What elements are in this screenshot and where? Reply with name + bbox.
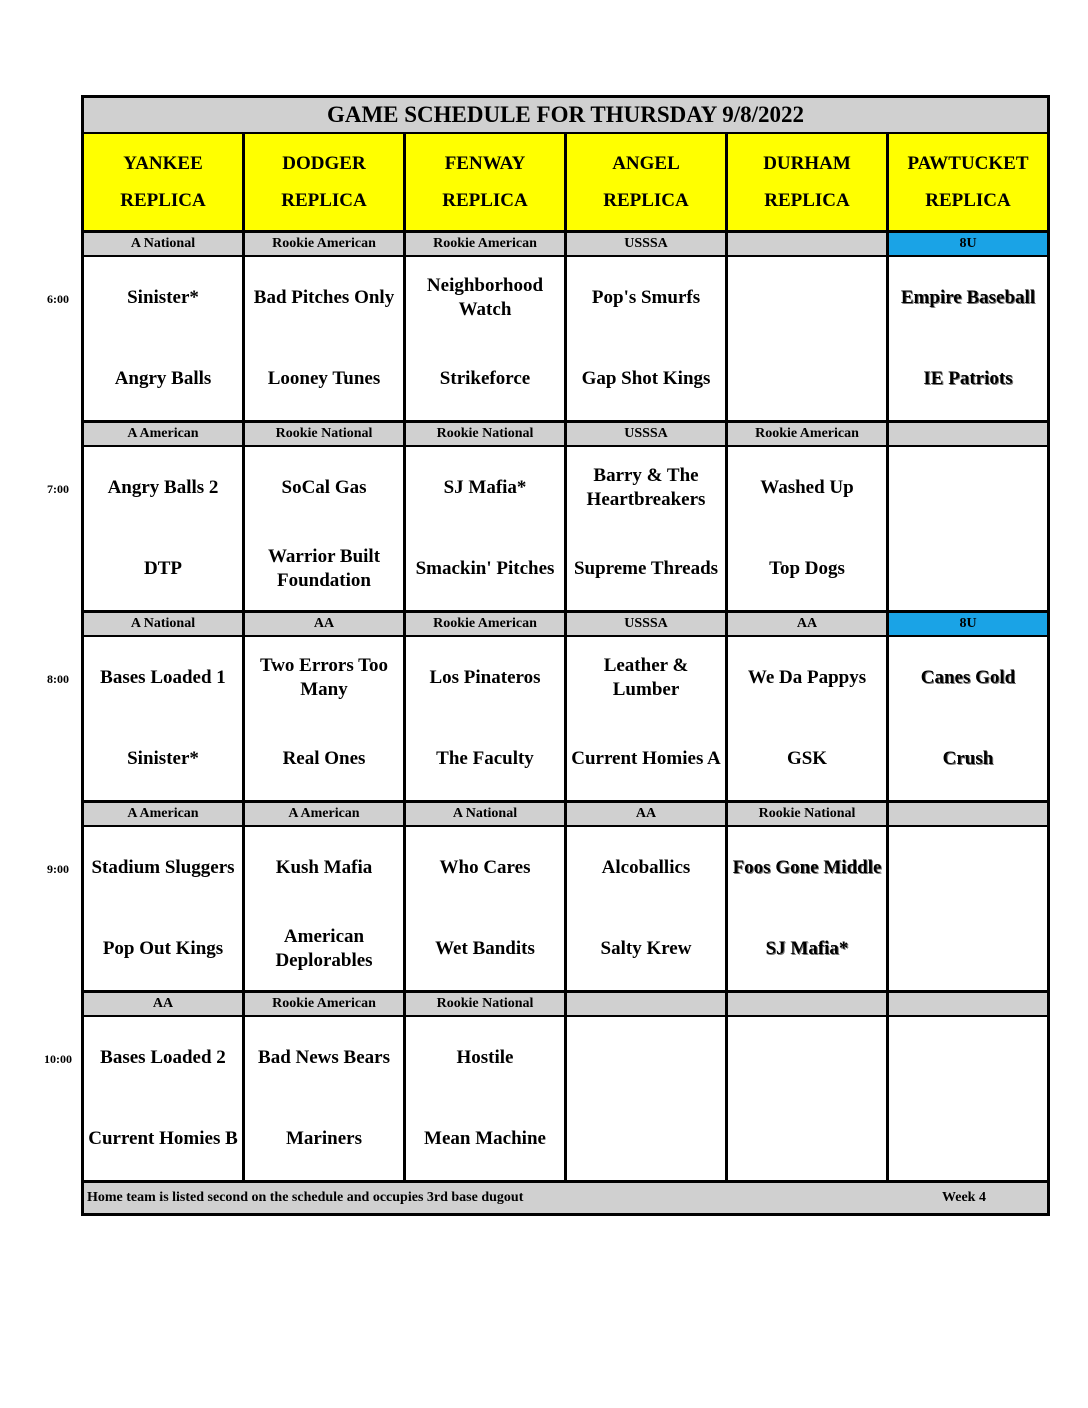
home-team: Wet Bandits bbox=[435, 938, 535, 960]
home-team bbox=[728, 339, 886, 421]
home-team: Sinister* bbox=[127, 748, 199, 770]
away-team: Two Errors Too Many bbox=[259, 654, 389, 700]
division-label: A National bbox=[84, 613, 245, 635]
game-cell bbox=[567, 1017, 728, 1180]
division-label: Rookie National bbox=[406, 423, 567, 445]
home-team: Angry Balls bbox=[114, 368, 212, 390]
field-name: ANGEL bbox=[612, 153, 680, 174]
division-label: A National bbox=[406, 803, 567, 825]
away-team: Sinister* bbox=[127, 286, 199, 308]
division-label: Rookie National bbox=[245, 423, 406, 445]
field-header bbox=[567, 134, 728, 230]
home-team: SJ Mafia* bbox=[765, 938, 849, 960]
division-label: USSSA bbox=[567, 233, 728, 255]
time-label: 8:00 bbox=[47, 672, 69, 686]
division-label: A American bbox=[245, 803, 406, 825]
home-team bbox=[567, 1099, 725, 1181]
away-team: Empire Baseball bbox=[900, 286, 1036, 308]
home-team: Pop Out Kings bbox=[102, 938, 224, 960]
field-header bbox=[728, 134, 889, 230]
field-name: YANKEE bbox=[123, 153, 203, 174]
division-label: Rookie American bbox=[728, 423, 889, 445]
division-label: A American bbox=[84, 423, 245, 445]
game-cell bbox=[245, 637, 406, 800]
division-label bbox=[889, 993, 1047, 1015]
game-cell bbox=[84, 447, 245, 610]
division-label: USSSA bbox=[567, 423, 728, 445]
game-cell bbox=[889, 827, 1047, 990]
home-team: Supreme Threads bbox=[573, 558, 719, 580]
division-label: AA bbox=[84, 993, 245, 1015]
division-label: Rookie National bbox=[406, 993, 567, 1015]
field-subtitle: REPLICA bbox=[603, 190, 689, 211]
game-cell bbox=[728, 637, 889, 800]
away-team: Washed Up bbox=[760, 476, 854, 498]
game-cell bbox=[406, 827, 567, 990]
game-cell bbox=[245, 1017, 406, 1180]
home-team bbox=[889, 529, 1047, 611]
time-label: 7:00 bbox=[47, 482, 69, 496]
home-team: Top Dogs bbox=[769, 558, 845, 580]
game-cell bbox=[728, 1017, 889, 1180]
away-team: SoCal Gas bbox=[281, 476, 367, 498]
game-cell bbox=[84, 827, 245, 990]
field-header bbox=[245, 134, 406, 230]
away-team bbox=[889, 827, 1047, 909]
away-team bbox=[889, 447, 1047, 529]
home-team: Warrior Built Foundation bbox=[267, 546, 381, 592]
division-label: AA bbox=[728, 613, 889, 635]
game-cell bbox=[889, 257, 1047, 420]
division-label bbox=[567, 993, 728, 1015]
division-label: Rookie American bbox=[406, 613, 567, 635]
home-team: Current Homies A bbox=[571, 748, 721, 770]
division-label: Rookie American bbox=[245, 993, 406, 1015]
division-label: AA bbox=[245, 613, 406, 635]
game-cell bbox=[567, 257, 728, 420]
division-row bbox=[84, 423, 1047, 447]
home-team: IE Patriots bbox=[923, 368, 1013, 390]
division-label: Rookie American bbox=[406, 233, 567, 255]
home-team bbox=[728, 1099, 886, 1181]
field-header bbox=[889, 134, 1047, 230]
home-team: Smackin' Pitches bbox=[415, 558, 555, 580]
away-team: Angry Balls 2 bbox=[107, 476, 219, 498]
away-team: Alcoballics bbox=[601, 856, 691, 878]
division-row bbox=[84, 233, 1047, 257]
footer-bar bbox=[84, 1183, 1047, 1213]
field-name: DURHAM bbox=[763, 153, 851, 174]
footer-note: Home team is listed second on the schedule and occupies 3rd base dugout bbox=[87, 1190, 524, 1205]
field-subtitle: REPLICA bbox=[764, 190, 850, 211]
division-label: AA bbox=[567, 803, 728, 825]
division-label bbox=[728, 993, 889, 1015]
away-team: Leather & Lumber bbox=[603, 654, 689, 700]
division-row bbox=[84, 993, 1047, 1017]
division-label: Rookie National bbox=[728, 803, 889, 825]
home-team bbox=[889, 909, 1047, 991]
away-team: Neighborhood Watch bbox=[426, 274, 544, 320]
home-team: Looney Tunes bbox=[267, 368, 381, 390]
home-team: Current Homies B bbox=[88, 1128, 238, 1150]
game-cell bbox=[728, 447, 889, 610]
away-team bbox=[728, 257, 886, 339]
away-team: Stadium Sluggers bbox=[91, 856, 235, 878]
game-cell bbox=[406, 1017, 567, 1180]
division-label bbox=[728, 233, 889, 255]
home-team: DTP bbox=[144, 558, 182, 580]
division-label: USSSA bbox=[567, 613, 728, 635]
game-cell bbox=[245, 827, 406, 990]
away-team bbox=[889, 1017, 1047, 1099]
game-cell bbox=[889, 1017, 1047, 1180]
game-cell bbox=[245, 257, 406, 420]
away-team: Bases Loaded 2 bbox=[100, 1046, 226, 1068]
game-cell bbox=[889, 447, 1047, 610]
home-team: Gap Shot Kings bbox=[581, 368, 711, 390]
field-subtitle: REPLICA bbox=[120, 190, 206, 211]
game-row bbox=[84, 827, 1047, 993]
game-cell bbox=[84, 1017, 245, 1180]
home-team bbox=[889, 1099, 1047, 1181]
field-name: PAWTUCKET bbox=[907, 153, 1029, 174]
away-team: SJ Mafia* bbox=[443, 476, 527, 498]
division-row bbox=[84, 613, 1047, 637]
game-cell bbox=[567, 827, 728, 990]
game-row bbox=[84, 637, 1047, 803]
away-team: Bad News Bears bbox=[258, 1046, 390, 1068]
field-header bbox=[84, 134, 245, 230]
game-cell bbox=[406, 447, 567, 610]
schedule-title: GAME SCHEDULE FOR THURSDAY 9/8/2022 bbox=[84, 98, 1047, 134]
game-row bbox=[84, 257, 1047, 423]
game-row bbox=[84, 1017, 1047, 1183]
home-team: GSK bbox=[786, 748, 828, 770]
division-label bbox=[889, 803, 1047, 825]
away-team: Bases Loaded 1 bbox=[100, 666, 226, 688]
game-cell bbox=[84, 257, 245, 420]
away-team: Foos Gone Middle bbox=[732, 856, 882, 878]
division-label: A National bbox=[84, 233, 245, 255]
time-label: 9:00 bbox=[47, 862, 69, 876]
game-cell bbox=[406, 637, 567, 800]
away-team: Who Cares bbox=[439, 856, 531, 878]
game-cell bbox=[728, 257, 889, 420]
division-label: A American bbox=[84, 803, 245, 825]
schedule-table bbox=[81, 95, 1050, 1216]
time-label: 6:00 bbox=[47, 292, 69, 306]
away-team: Hostile bbox=[456, 1046, 514, 1068]
division-row bbox=[84, 803, 1047, 827]
away-team: Canes Gold bbox=[920, 666, 1016, 688]
game-cell bbox=[889, 637, 1047, 800]
game-cell bbox=[567, 637, 728, 800]
away-team bbox=[567, 1017, 725, 1099]
field-subtitle: REPLICA bbox=[925, 190, 1011, 211]
division-label: 8U bbox=[889, 613, 1047, 635]
game-cell bbox=[567, 447, 728, 610]
game-cell bbox=[406, 257, 567, 420]
week-label: Week 4 bbox=[942, 1190, 986, 1205]
division-label bbox=[889, 423, 1047, 445]
away-team: We Da Pappys bbox=[747, 666, 867, 688]
game-cell bbox=[245, 447, 406, 610]
field-subtitle: REPLICA bbox=[442, 190, 528, 211]
home-team: Strikeforce bbox=[439, 368, 531, 390]
home-team: Salty Krew bbox=[600, 938, 692, 960]
game-cell bbox=[728, 827, 889, 990]
field-header-row bbox=[84, 134, 1047, 233]
away-team: Kush Mafia bbox=[275, 856, 373, 878]
field-name: FENWAY bbox=[444, 153, 526, 174]
field-header bbox=[406, 134, 567, 230]
field-name: DODGER bbox=[282, 153, 366, 174]
away-team: Los Pinateros bbox=[429, 666, 541, 688]
division-label: 8U bbox=[889, 233, 1047, 255]
game-cell bbox=[84, 637, 245, 800]
home-team: Mariners bbox=[286, 1128, 362, 1150]
away-team: Bad Pitches Only bbox=[253, 286, 395, 308]
time-slots bbox=[84, 233, 1047, 1183]
game-row bbox=[84, 447, 1047, 613]
home-team: Crush bbox=[942, 748, 994, 770]
division-label: Rookie American bbox=[245, 233, 406, 255]
home-team: Mean Machine bbox=[424, 1128, 546, 1150]
home-team: American Deplorables bbox=[275, 926, 373, 972]
time-label: 10:00 bbox=[44, 1052, 72, 1066]
field-subtitle: REPLICA bbox=[281, 190, 367, 211]
away-team bbox=[728, 1017, 886, 1099]
away-team: Barry & The Heartbreakers bbox=[586, 464, 706, 510]
home-team: The Faculty bbox=[436, 748, 534, 770]
home-team: Real Ones bbox=[282, 748, 366, 770]
away-team: Pop's Smurfs bbox=[591, 286, 701, 308]
